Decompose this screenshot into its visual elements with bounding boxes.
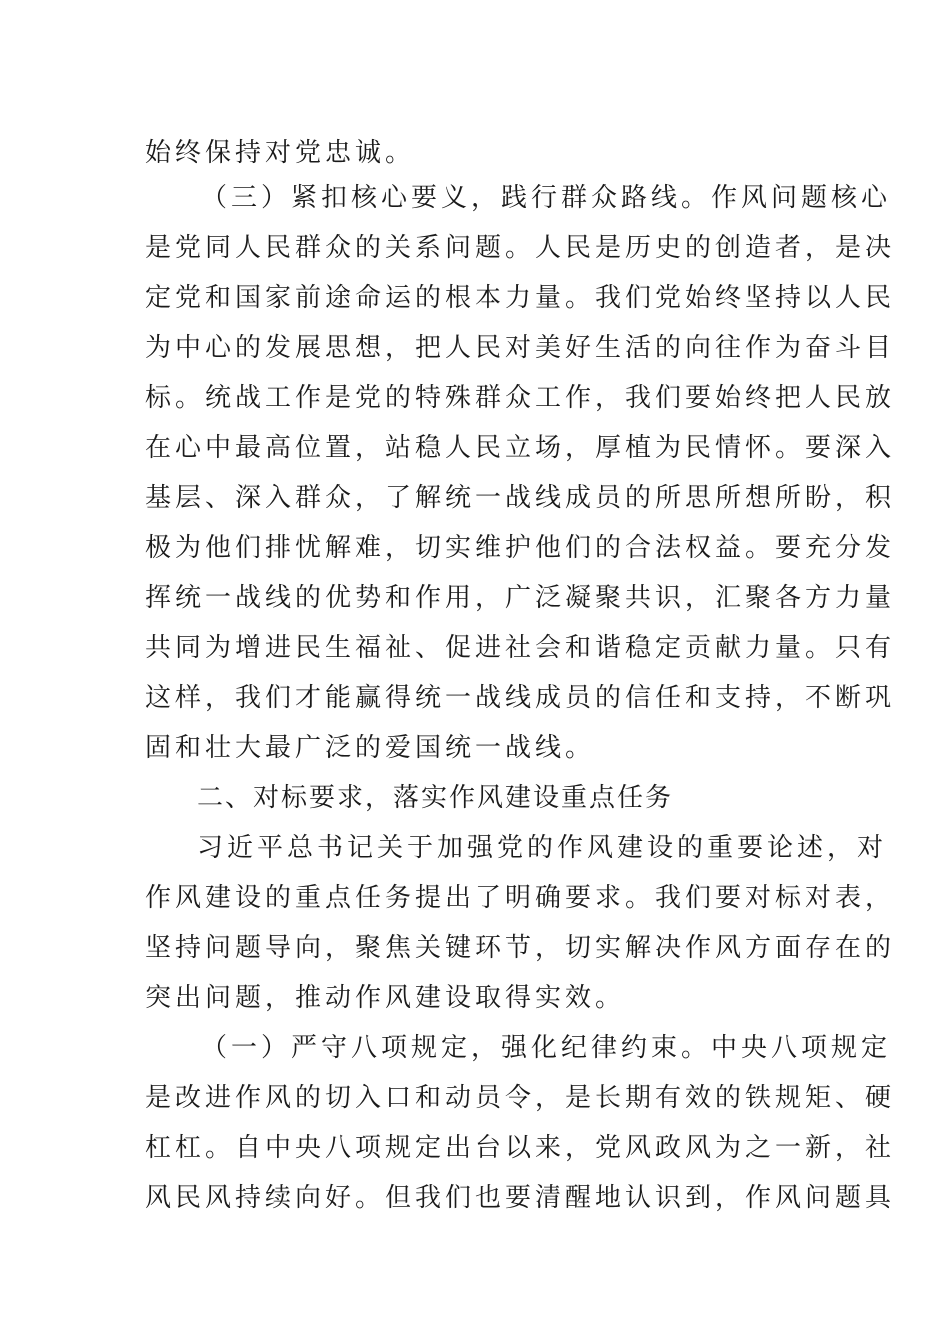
text-line: 坚持问题导向，聚焦关键环节，切实解决作风方面存在的 bbox=[145, 933, 896, 963]
text-line: 杠杠。自中央八项规定出台以来，党风政风为之一新，社 bbox=[145, 1133, 896, 1163]
text-line: 共同为增进民生福祉、促进社会和谐稳定贡献力量。只有 bbox=[145, 633, 896, 663]
paragraph-start-line: （一）严守八项规定，强化纪律约束。中央八项规定 bbox=[201, 1033, 892, 1063]
text-line: 基层、深入群众，了解统一战线成员的所思所想所盼，积 bbox=[145, 483, 896, 513]
text-line: 风民风持续向好。但我们也要清醒地认识到，作风问题具 bbox=[145, 1183, 896, 1213]
text-line: 在心中最高位置，站稳人民立场，厚植为民情怀。要深入 bbox=[145, 433, 896, 463]
text-line: 标。统战工作是党的特殊群众工作，我们要始终把人民放 bbox=[145, 383, 896, 413]
text-line: 挥统一战线的优势和作用，广泛凝聚共识，汇聚各方力量 bbox=[145, 583, 896, 613]
text-line: 极为他们排忧解难，切实维护他们的合法权益。要充分发 bbox=[145, 533, 896, 563]
text-line: 作风建设的重点任务提出了明确要求。我们要对标对表， bbox=[145, 883, 896, 913]
text-line: 为中心的发展思想，把人民对美好生活的向往作为奋斗目 bbox=[145, 333, 896, 363]
text-line: 始终保持对党忠诚。 bbox=[145, 138, 416, 168]
text-line: 是改进作风的切入口和动员令，是长期有效的铁规矩、硬 bbox=[145, 1083, 896, 1113]
text-line: 固和壮大最广泛的爱国统一战线。 bbox=[145, 733, 596, 763]
text-line: 定党和国家前途命运的根本力量。我们党始终坚持以人民 bbox=[145, 283, 896, 313]
paragraph-start-line: （三）紧扣核心要义，践行群众路线。作风问题核心 bbox=[201, 183, 892, 213]
text-line: 突出问题，推动作风建设取得实效。 bbox=[145, 983, 626, 1013]
paragraph-start-line: 习近平总书记关于加强党的作风建设的重要论述，对 bbox=[197, 833, 888, 863]
section-heading: 二、对标要求，落实作风建设重点任务 bbox=[197, 783, 674, 813]
text-line: 这样，我们才能赢得统一战线成员的信任和支持，不断巩 bbox=[145, 683, 896, 713]
text-line: 是党同人民群众的关系问题。人民是历史的创造者，是决 bbox=[145, 233, 896, 263]
